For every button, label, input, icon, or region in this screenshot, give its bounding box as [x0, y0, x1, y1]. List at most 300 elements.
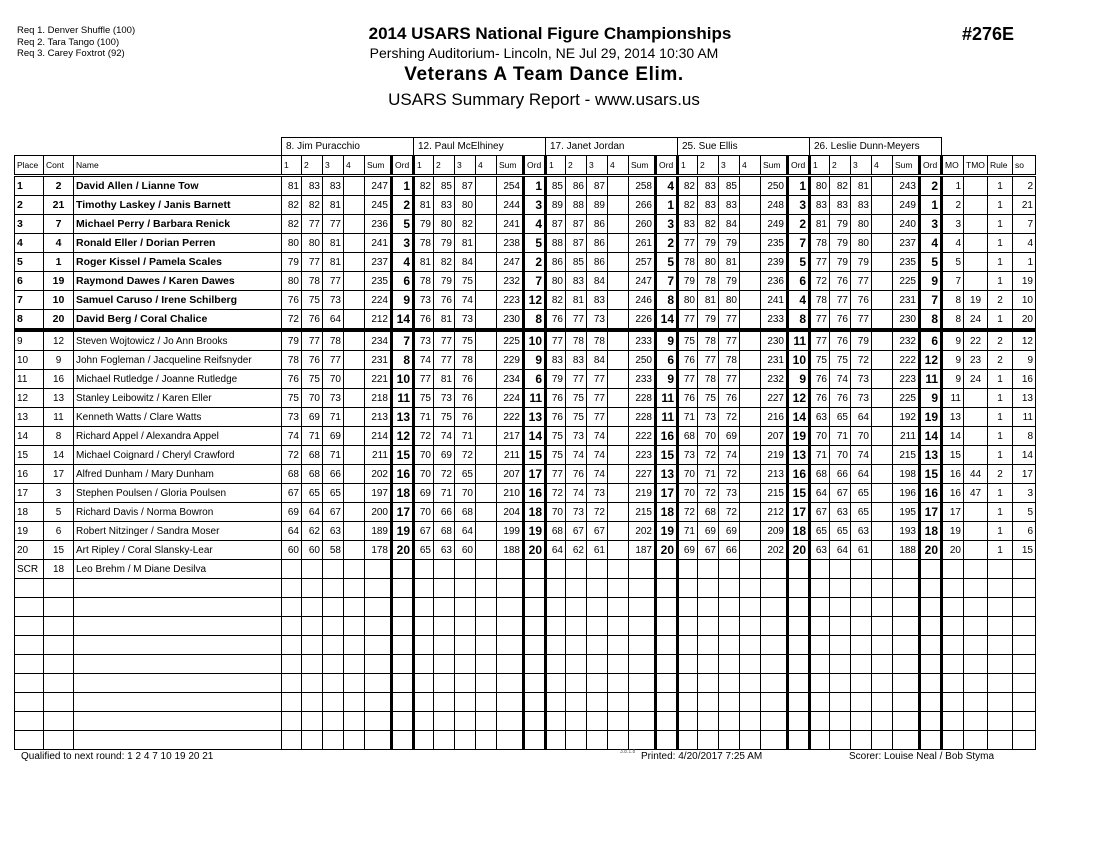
- score-cell: 77: [719, 330, 740, 351]
- score-cell: [476, 522, 497, 541]
- name-cell: Alfred Dunham / Mary Dunham: [74, 465, 282, 484]
- score-cell: 82: [282, 215, 302, 234]
- empty-cell: [830, 693, 851, 712]
- score-cell: [740, 465, 761, 484]
- ordinal-cell: 7: [656, 272, 678, 291]
- score-cell: [740, 234, 761, 253]
- empty-cell: [566, 598, 587, 617]
- col-header-judge-4: 4: [608, 156, 629, 176]
- sum-cell: 260: [629, 215, 656, 234]
- so-cell: 10: [1013, 291, 1036, 310]
- empty-cell: [988, 598, 1013, 617]
- score-cell: [344, 215, 365, 234]
- ordinal-cell: 5: [920, 253, 942, 272]
- col-header-judge-sum: Sum: [893, 156, 920, 176]
- score-cell: [740, 522, 761, 541]
- blank-row: [15, 712, 1036, 731]
- score-cell: 65: [830, 522, 851, 541]
- so-cell: 21: [1013, 196, 1036, 215]
- score-cell: 64: [282, 522, 302, 541]
- table-row: [15, 465, 1036, 484]
- tmo-cell: [964, 522, 988, 541]
- table-row: [15, 291, 1036, 310]
- score-cell: [740, 176, 761, 196]
- name-cell: John Fogleman / Jacqueline Reifsnyder: [74, 351, 282, 370]
- ordinal-cell: 6: [920, 330, 942, 351]
- empty-cell: [323, 636, 344, 655]
- ordinal-cell: 16: [524, 484, 546, 503]
- score-cell: 75: [678, 330, 698, 351]
- score-cell: 81: [851, 176, 872, 196]
- col-header-tmo: TMO: [964, 156, 988, 176]
- empty-cell: [302, 674, 323, 693]
- score-cell: [344, 351, 365, 370]
- mo-cell: 19: [942, 522, 964, 541]
- score-cell: [608, 234, 629, 253]
- empty-cell: [74, 693, 282, 712]
- score-cell: 79: [851, 253, 872, 272]
- cont-cell: 6: [44, 522, 74, 541]
- score-cell: 63: [830, 503, 851, 522]
- score-cell: 87: [566, 234, 587, 253]
- empty-cell: [302, 617, 323, 636]
- rule-cell: 1: [988, 272, 1013, 291]
- score-cell: 63: [434, 541, 455, 560]
- score-cell: 86: [546, 253, 566, 272]
- judge-name: 17. Janet Jordan: [546, 138, 678, 156]
- sum-cell: 228: [629, 389, 656, 408]
- score-cell: [740, 330, 761, 351]
- score-cell: 76: [434, 291, 455, 310]
- score-cell: 62: [566, 541, 587, 560]
- score-cell: 72: [698, 446, 719, 465]
- score-cell: 63: [851, 522, 872, 541]
- empty-cell: [497, 579, 524, 598]
- ordinal-cell: 3: [788, 196, 810, 215]
- score-cell: 85: [546, 176, 566, 196]
- empty-cell: [587, 655, 608, 674]
- score-cell: 70: [546, 503, 566, 522]
- empty-cell: [872, 636, 893, 655]
- blank-row: [15, 579, 1036, 598]
- ordinal-cell: 8: [788, 310, 810, 331]
- score-cell: [872, 541, 893, 560]
- empty-cell: [546, 598, 566, 617]
- empty-cell: [656, 598, 678, 617]
- cont-cell: 20: [44, 310, 74, 331]
- empty-cell: [392, 674, 414, 693]
- name-cell: David Berg / Coral Chalice: [74, 310, 282, 331]
- empty-cell: [302, 598, 323, 617]
- empty-cell: [392, 655, 414, 674]
- table-row: [15, 389, 1036, 408]
- score-cell: 75: [566, 408, 587, 427]
- score-cell: 65: [323, 484, 344, 503]
- mo-cell: 8: [942, 291, 964, 310]
- sum-cell: 218: [365, 389, 392, 408]
- mo-cell: 1: [942, 176, 964, 196]
- sum-cell: 241: [497, 215, 524, 234]
- empty-cell: [392, 636, 414, 655]
- name-cell: Michael Rutledge / Joanne Rutledge: [74, 370, 282, 389]
- name-cell: Timothy Laskey / Janis Barnett: [74, 196, 282, 215]
- empty-cell: [608, 617, 629, 636]
- empty-cell: [608, 674, 629, 693]
- score-cell: 81: [434, 370, 455, 389]
- score-cell: 84: [587, 351, 608, 370]
- score-cell: 73: [851, 370, 872, 389]
- score-cell: [476, 465, 497, 484]
- empty-cell: [566, 731, 587, 750]
- score-cell: [872, 560, 893, 579]
- col-header-cont: Cont: [44, 156, 74, 176]
- score-cell: [476, 370, 497, 389]
- score-cell: 74: [455, 291, 476, 310]
- empty-cell: [942, 655, 964, 674]
- table-row: [15, 253, 1036, 272]
- score-cell: 82: [455, 215, 476, 234]
- score-cell: [608, 291, 629, 310]
- score-cell: 72: [434, 465, 455, 484]
- score-cell: [810, 560, 830, 579]
- empty-cell: [365, 655, 392, 674]
- empty-cell: [282, 579, 302, 598]
- score-cell: 83: [546, 351, 566, 370]
- score-cell: [740, 370, 761, 389]
- sum-cell: 235: [761, 234, 788, 253]
- empty-cell: [566, 579, 587, 598]
- score-cell: 83: [434, 196, 455, 215]
- score-cell: [476, 176, 497, 196]
- empty-cell: [365, 636, 392, 655]
- mo-cell: 14: [942, 427, 964, 446]
- score-cell: [476, 330, 497, 351]
- empty-cell: [365, 598, 392, 617]
- col-header-name: Name: [74, 156, 282, 176]
- ordinal-cell: [656, 560, 678, 579]
- score-cell: 73: [851, 389, 872, 408]
- empty-cell: [719, 598, 740, 617]
- score-cell: [608, 310, 629, 331]
- ordinal-cell: 16: [788, 465, 810, 484]
- score-cell: 67: [566, 522, 587, 541]
- name-cell: Stephen Poulsen / Gloria Poulsen: [74, 484, 282, 503]
- score-cell: 72: [719, 465, 740, 484]
- empty-cell: [920, 693, 942, 712]
- mo-cell: 2: [942, 196, 964, 215]
- table-row: [15, 503, 1036, 522]
- score-cell: 84: [719, 215, 740, 234]
- so-cell: 20: [1013, 310, 1036, 331]
- sum-cell: 210: [497, 484, 524, 503]
- empty-cell: [851, 579, 872, 598]
- sum-cell: 230: [497, 310, 524, 331]
- empty-cell: [282, 731, 302, 750]
- col-header-so: so: [1013, 156, 1036, 176]
- score-cell: 83: [566, 272, 587, 291]
- tmo-cell: [964, 446, 988, 465]
- table-row: [15, 330, 1036, 351]
- sum-cell: 237: [365, 253, 392, 272]
- score-cell: [344, 330, 365, 351]
- tmo-cell: 19: [964, 291, 988, 310]
- sum-cell: 235: [365, 272, 392, 291]
- empty-cell: [810, 674, 830, 693]
- empty-cell: [761, 636, 788, 655]
- score-cell: [608, 522, 629, 541]
- ordinal-cell: 15: [920, 465, 942, 484]
- score-cell: [476, 234, 497, 253]
- empty-cell: [872, 674, 893, 693]
- so-cell: 16: [1013, 370, 1036, 389]
- score-cell: [740, 503, 761, 522]
- score-cell: [455, 560, 476, 579]
- judge-header-spacer: [942, 138, 1036, 156]
- score-cell: 78: [810, 291, 830, 310]
- empty-cell: [698, 693, 719, 712]
- empty-cell: [546, 674, 566, 693]
- place-cell: SCR: [15, 560, 44, 579]
- table-row: [15, 427, 1036, 446]
- score-cell: [476, 310, 497, 331]
- score-cell: 76: [719, 389, 740, 408]
- empty-cell: [434, 579, 455, 598]
- empty-cell: [893, 655, 920, 674]
- venue-date: Pershing Auditorium- Lincoln, NE Jul 29, 2014 10:30 AM: [369, 45, 719, 61]
- empty-cell: [476, 636, 497, 655]
- score-cell: 79: [434, 272, 455, 291]
- table-row: [15, 215, 1036, 234]
- score-cell: 70: [302, 389, 323, 408]
- sum-cell: 215: [761, 484, 788, 503]
- score-cell: 75: [546, 427, 566, 446]
- sum-cell: [365, 560, 392, 579]
- ordinal-cell: 13: [656, 465, 678, 484]
- col-header-judge-1: 1: [414, 156, 434, 176]
- col-header-judge-3: 3: [719, 156, 740, 176]
- empty-cell: [15, 636, 44, 655]
- sum-cell: 202: [761, 541, 788, 560]
- score-cell: 80: [434, 215, 455, 234]
- ordinal-cell: 18: [920, 522, 942, 541]
- score-cell: 64: [546, 541, 566, 560]
- score-cell: 79: [698, 310, 719, 331]
- sum-cell: 222: [893, 351, 920, 370]
- empty-cell: [587, 598, 608, 617]
- score-cell: [608, 215, 629, 234]
- empty-cell: [761, 617, 788, 636]
- tmo-cell: [964, 560, 988, 579]
- score-cell: 73: [414, 330, 434, 351]
- ordinal-cell: 2: [656, 234, 678, 253]
- empty-cell: [497, 598, 524, 617]
- ordinal-cell: 9: [788, 370, 810, 389]
- sum-cell: [497, 560, 524, 579]
- ordinal-cell: 17: [788, 503, 810, 522]
- score-cell: [476, 541, 497, 560]
- score-cell: 64: [302, 503, 323, 522]
- empty-cell: [476, 712, 497, 731]
- ordinal-cell: 19: [392, 522, 414, 541]
- empty-cell: [656, 617, 678, 636]
- rule-cell: 1: [988, 310, 1013, 331]
- score-cell: 61: [587, 541, 608, 560]
- sum-cell: 196: [893, 484, 920, 503]
- place-cell: 12: [15, 389, 44, 408]
- sum-cell: 215: [629, 503, 656, 522]
- empty-cell: [497, 636, 524, 655]
- ordinal-cell: 9: [920, 272, 942, 291]
- rule-cell: 1: [988, 408, 1013, 427]
- score-cell: [476, 272, 497, 291]
- score-cell: 72: [678, 503, 698, 522]
- sum-cell: 212: [761, 503, 788, 522]
- score-cell: 66: [719, 541, 740, 560]
- sum-cell: 235: [893, 253, 920, 272]
- score-cell: 60: [302, 541, 323, 560]
- score-cell: [740, 408, 761, 427]
- place-cell: 6: [15, 272, 44, 291]
- empty-cell: [810, 655, 830, 674]
- score-cell: 70: [323, 370, 344, 389]
- score-cell: 67: [810, 503, 830, 522]
- empty-cell: [1013, 617, 1036, 636]
- empty-cell: [678, 617, 698, 636]
- score-cell: 74: [566, 446, 587, 465]
- tmo-cell: [964, 253, 988, 272]
- mo-cell: 8: [942, 310, 964, 331]
- requirement-1: Req 1. Denver Shuffle (100): [17, 25, 136, 36]
- score-cell: 70: [414, 446, 434, 465]
- empty-cell: [344, 617, 365, 636]
- score-cell: [344, 560, 365, 579]
- ordinal-cell: [920, 560, 942, 579]
- sum-cell: 219: [761, 446, 788, 465]
- score-cell: 75: [546, 446, 566, 465]
- score-cell: 73: [455, 310, 476, 331]
- score-cell: 78: [698, 272, 719, 291]
- empty-cell: [497, 712, 524, 731]
- ordinal-cell: 11: [656, 408, 678, 427]
- score-cell: 77: [302, 253, 323, 272]
- score-cell: 68: [810, 465, 830, 484]
- score-cell: 77: [810, 310, 830, 331]
- place-cell: 2: [15, 196, 44, 215]
- empty-cell: [15, 712, 44, 731]
- empty-cell: [830, 617, 851, 636]
- ordinal-cell: 9: [392, 291, 414, 310]
- name-cell: Art Ripley / Coral Slansky-Lear: [74, 541, 282, 560]
- empty-cell: [678, 598, 698, 617]
- score-cell: 83: [302, 176, 323, 196]
- score-cell: 74: [434, 427, 455, 446]
- ordinal-cell: 2: [920, 176, 942, 196]
- score-cell: 73: [566, 503, 587, 522]
- sum-cell: 246: [629, 291, 656, 310]
- score-cell: [476, 291, 497, 310]
- score-cell: [414, 560, 434, 579]
- score-cell: 70: [678, 484, 698, 503]
- sum-cell: 187: [629, 541, 656, 560]
- score-cell: 82: [282, 196, 302, 215]
- sum-cell: 199: [497, 522, 524, 541]
- empty-cell: [988, 636, 1013, 655]
- score-cell: 70: [455, 484, 476, 503]
- score-cell: 75: [282, 389, 302, 408]
- score-cell: 81: [566, 291, 587, 310]
- name-cell: Stanley Leibowitz / Karen Eller: [74, 389, 282, 408]
- ordinal-cell: 2: [524, 253, 546, 272]
- score-cell: 76: [678, 389, 698, 408]
- place-cell: 20: [15, 541, 44, 560]
- empty-cell: [988, 617, 1013, 636]
- score-cell: 79: [434, 234, 455, 253]
- competition-title: 2014 USARS National Figure Championships: [368, 24, 732, 43]
- score-cell: 86: [587, 253, 608, 272]
- tmo-cell: [964, 427, 988, 446]
- score-cell: 80: [546, 272, 566, 291]
- empty-cell: [656, 674, 678, 693]
- empty-cell: [414, 598, 434, 617]
- score-cell: 78: [414, 272, 434, 291]
- sum-cell: 231: [365, 351, 392, 370]
- empty-cell: [988, 693, 1013, 712]
- software-version: 3.8.1.8: [620, 749, 636, 755]
- score-cell: [476, 351, 497, 370]
- place-cell: 18: [15, 503, 44, 522]
- so-cell: 1: [1013, 253, 1036, 272]
- empty-cell: [629, 731, 656, 750]
- score-cell: [740, 389, 761, 408]
- score-cell: 71: [302, 427, 323, 446]
- sum-cell: 237: [893, 234, 920, 253]
- ordinal-cell: 3: [920, 215, 942, 234]
- score-cell: 80: [302, 234, 323, 253]
- sum-cell: 213: [761, 465, 788, 484]
- judge-name: 26. Leslie Dunn-Meyers: [810, 138, 942, 156]
- sum-cell: 224: [365, 291, 392, 310]
- ordinal-cell: 6: [524, 370, 546, 389]
- empty-cell: [964, 655, 988, 674]
- score-cell: 77: [719, 310, 740, 331]
- results-table: [14, 137, 1036, 750]
- score-cell: 69: [698, 522, 719, 541]
- score-cell: [872, 234, 893, 253]
- empty-cell: [698, 712, 719, 731]
- empty-cell: [44, 655, 74, 674]
- sum-cell: 213: [365, 408, 392, 427]
- ordinal-cell: 2: [788, 215, 810, 234]
- empty-cell: [872, 731, 893, 750]
- empty-cell: [524, 655, 546, 674]
- rule-cell: 1: [988, 176, 1013, 196]
- score-cell: 78: [566, 330, 587, 351]
- empty-cell: [392, 712, 414, 731]
- score-cell: 72: [282, 446, 302, 465]
- so-cell: [1013, 560, 1036, 579]
- ordinal-cell: 10: [788, 351, 810, 370]
- score-cell: [872, 427, 893, 446]
- score-cell: [872, 484, 893, 503]
- score-cell: [608, 446, 629, 465]
- sum-cell: 225: [893, 272, 920, 291]
- score-cell: 72: [810, 272, 830, 291]
- rule-cell: 1: [988, 541, 1013, 560]
- score-cell: 85: [719, 176, 740, 196]
- ordinal-cell: 19: [656, 522, 678, 541]
- score-cell: 81: [455, 234, 476, 253]
- empty-cell: [678, 636, 698, 655]
